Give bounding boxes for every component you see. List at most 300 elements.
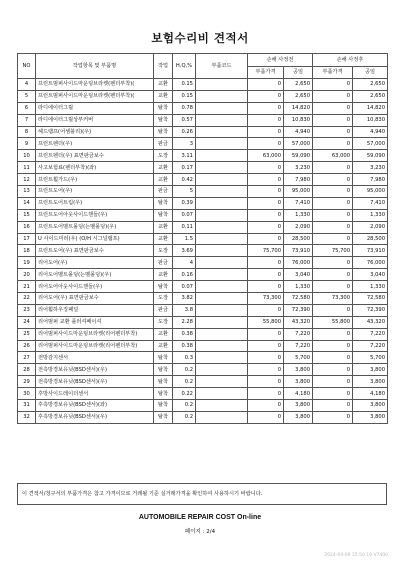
row-no: 28 bbox=[18, 364, 36, 376]
row-parts-price-after: 0 bbox=[313, 90, 353, 102]
table-row bbox=[18, 90, 388, 102]
row-parts-price-before: 0 bbox=[248, 352, 284, 364]
table-row bbox=[18, 79, 388, 91]
row-item-name: 리어도어아웃사이드핸들(우) bbox=[36, 281, 154, 293]
row-hq: 0.2 bbox=[173, 400, 196, 412]
row-part-code bbox=[196, 281, 248, 293]
row-parts-price-after: 0 bbox=[313, 340, 353, 352]
row-labor-before: 3,800 bbox=[284, 400, 313, 412]
row-parts-price-before: 0 bbox=[248, 269, 284, 281]
header-item: 작업항목 및 부품명 bbox=[36, 54, 154, 79]
row-labor-before: 7,220 bbox=[284, 328, 313, 340]
row-labor-before: 10,830 bbox=[284, 114, 313, 126]
row-parts-price-before: 0 bbox=[248, 138, 284, 150]
row-labor-after: 3,800 bbox=[353, 364, 388, 376]
row-no: 21 bbox=[18, 281, 36, 293]
table-row bbox=[18, 257, 388, 269]
row-labor-before: 7,410 bbox=[284, 197, 313, 209]
row-hq: 2.28 bbox=[173, 316, 196, 328]
print-stamp: 2024-04-09 15:50 19 V7400 bbox=[324, 553, 388, 558]
row-labor-after: 2,090 bbox=[353, 221, 388, 233]
row-parts-price-before: 0 bbox=[248, 388, 284, 400]
row-no: 23 bbox=[18, 304, 36, 316]
table-row bbox=[18, 340, 388, 352]
row-labor-after: 5,700 bbox=[353, 352, 388, 364]
table-row bbox=[18, 328, 388, 340]
row-labor-before: 2,650 bbox=[284, 90, 313, 102]
table-row bbox=[18, 221, 388, 233]
row-no: 11 bbox=[18, 162, 36, 174]
row-parts-price-before: 75,700 bbox=[248, 245, 284, 257]
row-hq: 0.16 bbox=[173, 269, 196, 281]
table-row bbox=[18, 376, 388, 388]
row-part-code bbox=[196, 340, 248, 352]
row-parts-price-before: 0 bbox=[248, 162, 284, 174]
row-work-type: 탈착 bbox=[154, 102, 173, 114]
row-item-name: U 사이드미러(우) (O/H 시그널램프) bbox=[36, 233, 154, 245]
row-parts-price-before: 0 bbox=[248, 281, 284, 293]
row-labor-before: 72,390 bbox=[284, 304, 313, 316]
row-item-name: 라디에이터그릴 bbox=[36, 102, 154, 114]
row-part-code bbox=[196, 245, 248, 257]
table-row bbox=[18, 114, 388, 126]
row-work-type: 도장 bbox=[154, 293, 173, 305]
row-labor-before: 4,180 bbox=[284, 388, 313, 400]
estimate-table bbox=[17, 53, 388, 424]
row-labor-after: 10,830 bbox=[353, 114, 388, 126]
row-labor-before: 95,000 bbox=[284, 186, 313, 198]
table-row bbox=[18, 400, 388, 412]
row-hq: 0.26 bbox=[173, 126, 196, 138]
row-parts-price-after: 0 bbox=[313, 126, 353, 138]
row-item-name: 라디에이터그릴상부커버 bbox=[36, 114, 154, 126]
table-row bbox=[18, 364, 388, 376]
row-parts-price-after: 0 bbox=[313, 328, 353, 340]
row-item-name: 리어범퍼사이드마운팅브라켓(리어펜더부착) bbox=[36, 340, 154, 352]
row-parts-price-after: 75,700 bbox=[313, 245, 353, 257]
row-work-type: 판금 bbox=[154, 257, 173, 269]
row-hq: 0.22 bbox=[173, 388, 196, 400]
row-labor-after: 4,940 bbox=[353, 126, 388, 138]
row-parts-price-after: 0 bbox=[313, 197, 353, 209]
row-part-code bbox=[196, 269, 248, 281]
row-work-type: 교환 bbox=[154, 328, 173, 340]
row-no: 18 bbox=[18, 245, 36, 257]
row-parts-price-after: 0 bbox=[313, 257, 353, 269]
row-work-type: 교환 bbox=[154, 269, 173, 281]
row-hq: 3.82 bbox=[173, 293, 196, 305]
row-labor-after: 3,040 bbox=[353, 269, 388, 281]
row-hq: 0.15 bbox=[173, 79, 196, 91]
header-no: NO bbox=[18, 54, 36, 79]
row-work-type: 교환 bbox=[154, 340, 173, 352]
row-parts-price-before: 0 bbox=[248, 328, 284, 340]
row-labor-after: 57,000 bbox=[353, 138, 388, 150]
row-parts-price-after: 0 bbox=[313, 221, 353, 233]
row-hq: 0.2 bbox=[173, 411, 196, 423]
row-parts-price-before: 0 bbox=[248, 304, 284, 316]
row-labor-before: 76,000 bbox=[284, 257, 313, 269]
row-work-type: 탈착 bbox=[154, 114, 173, 126]
row-item-name: 전방감지센서 bbox=[36, 352, 154, 364]
row-labor-before: 2,650 bbox=[284, 79, 313, 91]
row-parts-price-after: 0 bbox=[313, 79, 353, 91]
row-labor-before: 72,580 bbox=[284, 293, 313, 305]
row-labor-after: 7,410 bbox=[353, 197, 388, 209]
row-labor-before: 1,330 bbox=[284, 281, 313, 293]
row-parts-price-before: 0 bbox=[248, 364, 284, 376]
row-hq: 0.38 bbox=[173, 328, 196, 340]
row-no: 12 bbox=[18, 174, 36, 186]
row-work-type: 탈착 bbox=[154, 388, 173, 400]
row-no: 32 bbox=[18, 411, 36, 423]
table-row bbox=[18, 209, 388, 221]
header-row-1 bbox=[18, 54, 388, 67]
row-part-code bbox=[196, 90, 248, 102]
row-parts-price-after: 0 bbox=[313, 186, 353, 198]
row-item-name: 프런트도어(우) 표면판금보수 bbox=[36, 245, 154, 257]
row-work-type: 도장 bbox=[154, 316, 173, 328]
row-part-code bbox=[196, 79, 248, 91]
row-parts-price-after: 0 bbox=[313, 209, 353, 221]
header-before-adjust: 손해 사정전 bbox=[248, 54, 313, 67]
row-parts-price-before: 0 bbox=[248, 340, 284, 352]
row-no: 17 bbox=[18, 233, 36, 245]
row-parts-price-before: 0 bbox=[248, 79, 284, 91]
row-hq: 1.5 bbox=[173, 233, 196, 245]
row-no: 25 bbox=[18, 328, 36, 340]
row-hq: 4 bbox=[173, 257, 196, 269]
table-row bbox=[18, 304, 388, 316]
row-item-name: 프런트펜더(우) 표면판금보수 bbox=[36, 150, 154, 162]
row-part-code bbox=[196, 400, 248, 412]
row-labor-before: 28,500 bbox=[284, 233, 313, 245]
table-row bbox=[18, 233, 388, 245]
row-work-type: 교환 bbox=[154, 79, 173, 91]
row-work-type: 교환 bbox=[154, 174, 173, 186]
row-parts-price-before: 0 bbox=[248, 186, 284, 198]
row-parts-price-before: 0 bbox=[248, 197, 284, 209]
row-labor-after: 7,220 bbox=[353, 328, 388, 340]
row-item-name: 리어휠하우징패널 bbox=[36, 304, 154, 316]
row-parts-price-after: 73,300 bbox=[313, 293, 353, 305]
row-labor-after: 3,800 bbox=[353, 376, 388, 388]
header-labor-before: 공임 bbox=[284, 66, 313, 79]
row-item-name: 프런트휠가드(우) bbox=[36, 174, 154, 186]
row-hq: 3.69 bbox=[173, 245, 196, 257]
row-part-code bbox=[196, 174, 248, 186]
row-part-code bbox=[196, 233, 248, 245]
row-part-code bbox=[196, 293, 248, 305]
row-no: 31 bbox=[18, 400, 36, 412]
row-part-code bbox=[196, 138, 248, 150]
row-hq: 0.42 bbox=[173, 174, 196, 186]
row-part-code bbox=[196, 221, 248, 233]
row-labor-before: 3,800 bbox=[284, 411, 313, 423]
row-work-type: 탈착 bbox=[154, 352, 173, 364]
row-labor-before: 7,220 bbox=[284, 340, 313, 352]
row-parts-price-after: 0 bbox=[313, 162, 353, 174]
row-labor-before: 3,800 bbox=[284, 376, 313, 388]
row-no: 29 bbox=[18, 376, 36, 388]
table-row bbox=[18, 388, 388, 400]
row-labor-before: 7,980 bbox=[284, 174, 313, 186]
row-labor-before: 1,330 bbox=[284, 209, 313, 221]
row-no: 20 bbox=[18, 269, 36, 281]
row-labor-before: 59,090 bbox=[284, 150, 313, 162]
row-item-name: 프런트펜더(우) bbox=[36, 138, 154, 150]
table-row bbox=[18, 293, 388, 305]
row-labor-before: 14,820 bbox=[284, 102, 313, 114]
table-row bbox=[18, 138, 388, 150]
row-parts-price-before: 0 bbox=[248, 411, 284, 423]
table-row bbox=[18, 411, 388, 423]
row-part-code bbox=[196, 376, 248, 388]
row-no: 26 bbox=[18, 340, 36, 352]
row-labor-after: 7,980 bbox=[353, 174, 388, 186]
row-hq: 0.78 bbox=[173, 102, 196, 114]
row-parts-price-after: 0 bbox=[313, 174, 353, 186]
table-row bbox=[18, 126, 388, 138]
row-no: 5 bbox=[18, 90, 36, 102]
row-item-name: 후방사이드레이더센서 bbox=[36, 388, 154, 400]
row-work-type: 탈착 bbox=[154, 126, 173, 138]
row-work-type: 판금 bbox=[154, 304, 173, 316]
row-parts-price-before: 0 bbox=[248, 209, 284, 221]
row-parts-price-before: 0 bbox=[248, 90, 284, 102]
row-labor-after: 95,000 bbox=[353, 186, 388, 198]
estimate-rows bbox=[18, 79, 388, 424]
row-item-name: 리어범퍼 교환 플러셔페이셔 bbox=[36, 316, 154, 328]
row-part-code bbox=[196, 114, 248, 126]
row-no: 6 bbox=[18, 102, 36, 114]
row-labor-before: 43,320 bbox=[284, 316, 313, 328]
row-hq: 0.2 bbox=[173, 376, 196, 388]
row-labor-after: 43,320 bbox=[353, 316, 388, 328]
row-parts-price-before: 0 bbox=[248, 233, 284, 245]
row-part-code bbox=[196, 328, 248, 340]
row-work-type: 교환 bbox=[154, 90, 173, 102]
row-work-type: 도장 bbox=[154, 245, 173, 257]
header-after-adjust: 손해 사정후 bbox=[313, 54, 388, 67]
row-part-code bbox=[196, 209, 248, 221]
row-hq: 3.8 bbox=[173, 304, 196, 316]
row-parts-price-after: 0 bbox=[313, 233, 353, 245]
row-labor-after: 2,650 bbox=[353, 79, 388, 91]
row-part-code bbox=[196, 162, 248, 174]
row-item-name: 프런트도어(우) bbox=[36, 186, 154, 198]
row-no: 19 bbox=[18, 257, 36, 269]
row-parts-price-after: 0 bbox=[313, 411, 353, 423]
row-no: 30 bbox=[18, 388, 36, 400]
row-labor-after: 2,650 bbox=[353, 90, 388, 102]
row-item-name: 프런트범퍼사이드마운팅브라켓(펜더부착)( bbox=[36, 79, 154, 91]
row-part-code bbox=[196, 316, 248, 328]
row-part-code bbox=[196, 150, 248, 162]
row-parts-price-after: 55,800 bbox=[313, 316, 353, 328]
row-work-type: 도장 bbox=[154, 150, 173, 162]
row-parts-price-after: 0 bbox=[313, 376, 353, 388]
header-hq: H,Q,% bbox=[173, 54, 196, 79]
table-row bbox=[18, 281, 388, 293]
row-parts-price-before: 0 bbox=[248, 174, 284, 186]
document-title: 보험수리비 견적서 bbox=[151, 31, 249, 45]
row-item-name: 리어도어(우) 표면판금보수 bbox=[36, 293, 154, 305]
row-parts-price-before: 0 bbox=[248, 221, 284, 233]
table-row bbox=[18, 316, 388, 328]
table-row bbox=[18, 186, 388, 198]
row-hq: 0.2 bbox=[173, 364, 196, 376]
row-work-type: 판금 bbox=[154, 186, 173, 198]
row-no: 15 bbox=[18, 209, 36, 221]
row-item-name: 프런트도어아웃사이드핸들(우) bbox=[36, 209, 154, 221]
row-parts-price-before: 63,000 bbox=[248, 150, 284, 162]
row-part-code bbox=[196, 388, 248, 400]
table-row bbox=[18, 197, 388, 209]
row-hq: 3.11 bbox=[173, 150, 196, 162]
row-no: 4 bbox=[18, 79, 36, 91]
row-work-type: 탈착 bbox=[154, 209, 173, 221]
row-part-code bbox=[196, 126, 248, 138]
row-parts-price-after: 0 bbox=[313, 114, 353, 126]
header-parts-price-after: 부품가격 bbox=[313, 66, 353, 79]
row-parts-price-before: 73,300 bbox=[248, 293, 284, 305]
row-labor-after: 7,220 bbox=[353, 340, 388, 352]
row-parts-price-after: 0 bbox=[313, 364, 353, 376]
table-row bbox=[18, 245, 388, 257]
row-work-type: 탈착 bbox=[154, 411, 173, 423]
row-work-type: 탈착 bbox=[154, 364, 173, 376]
row-labor-after: 1,330 bbox=[353, 209, 388, 221]
row-item-name: 프런트도어벨트몰딩(는벨몰딩)(우) bbox=[36, 221, 154, 233]
row-labor-after: 14,820 bbox=[353, 102, 388, 114]
row-parts-price-before: 0 bbox=[248, 114, 284, 126]
row-parts-price-before: 55,800 bbox=[248, 316, 284, 328]
header-part-code: 부품코드 bbox=[196, 54, 248, 79]
row-no: 14 bbox=[18, 197, 36, 209]
table-row bbox=[18, 150, 388, 162]
row-parts-price-after: 0 bbox=[313, 269, 353, 281]
row-work-type: 교환 bbox=[154, 221, 173, 233]
header-work: 작업 bbox=[154, 54, 173, 79]
row-labor-after: 3,800 bbox=[353, 400, 388, 412]
row-work-type: 교환 bbox=[154, 233, 173, 245]
row-no: 22 bbox=[18, 293, 36, 305]
page-number: 페이지 : 2/4 bbox=[184, 529, 216, 535]
row-hq: 0.39 bbox=[173, 197, 196, 209]
row-item-name: 후측방경보유닛(BSD센서)(우) bbox=[36, 411, 154, 423]
row-parts-price-after: 0 bbox=[313, 400, 353, 412]
footer-brand: AUTOMOBILE REPAIR COST On-line bbox=[138, 514, 262, 521]
row-part-code bbox=[196, 186, 248, 198]
row-part-code bbox=[196, 411, 248, 423]
row-item-name: 리어범퍼사이드마운팅브라켓(리어펜더부착) bbox=[36, 328, 154, 340]
row-labor-after: 76,000 bbox=[353, 257, 388, 269]
header-parts-price-before: 부품가격 bbox=[248, 66, 284, 79]
row-labor-after: 3,800 bbox=[353, 411, 388, 423]
row-parts-price-after: 0 bbox=[313, 304, 353, 316]
row-item-name: 후측방경보유닛(BSD센서)(좌) bbox=[36, 400, 154, 412]
row-item-name: 리어도어벨트몰딩(는벨몰딩)(우) bbox=[36, 269, 154, 281]
row-hq: 0.15 bbox=[173, 90, 196, 102]
row-no: 7 bbox=[18, 114, 36, 126]
row-work-type: 교환 bbox=[154, 162, 173, 174]
row-hq: 0.57 bbox=[173, 114, 196, 126]
table-row bbox=[18, 352, 388, 364]
row-item-name: 헤드램프(어셈블리)(우) bbox=[36, 126, 154, 138]
row-labor-before: 5,700 bbox=[284, 352, 313, 364]
row-labor-after: 72,580 bbox=[353, 293, 388, 305]
row-part-code bbox=[196, 352, 248, 364]
row-hq: 0.38 bbox=[173, 340, 196, 352]
row-labor-after: 28,500 bbox=[353, 233, 388, 245]
row-no: 9 bbox=[18, 138, 36, 150]
row-parts-price-after: 0 bbox=[313, 281, 353, 293]
row-no: 16 bbox=[18, 221, 36, 233]
row-item-name: 프런트도어트림(우) bbox=[36, 197, 154, 209]
row-labor-before: 4,940 bbox=[284, 126, 313, 138]
row-hq: 0.17 bbox=[173, 162, 196, 174]
row-parts-price-before: 0 bbox=[248, 102, 284, 114]
row-hq: 0.3 bbox=[173, 352, 196, 364]
row-hq: 0.11 bbox=[173, 221, 196, 233]
row-parts-price-after: 0 bbox=[313, 352, 353, 364]
row-labor-before: 3,230 bbox=[284, 162, 313, 174]
row-parts-price-before: 0 bbox=[248, 376, 284, 388]
row-parts-price-after: 63,000 bbox=[313, 150, 353, 162]
row-hq: 5 bbox=[173, 186, 196, 198]
row-item-name: 사고보험료(펜더부착)(좌) bbox=[36, 162, 154, 174]
row-part-code bbox=[196, 257, 248, 269]
row-parts-price-after: 0 bbox=[313, 102, 353, 114]
row-work-type: 탈착 bbox=[154, 400, 173, 412]
row-item-name: 프런트범퍼사이드마운팅브라켓(펜더부착)( bbox=[36, 90, 154, 102]
row-no: 10 bbox=[18, 150, 36, 162]
row-no: 24 bbox=[18, 316, 36, 328]
disclaimer-note: 이 견적서/청구서의 부품가격은 참고 가격이므로 거래될 기준 실거래가격을 확인하여 사용하시기 바랍니다. bbox=[17, 483, 387, 505]
table-row bbox=[18, 162, 388, 174]
row-labor-after: 59,090 bbox=[353, 150, 388, 162]
row-part-code bbox=[196, 304, 248, 316]
row-item-name: 전측방경보유닛(BSD센서)(우) bbox=[36, 376, 154, 388]
row-labor-before: 3,040 bbox=[284, 269, 313, 281]
row-no: 8 bbox=[18, 126, 36, 138]
row-parts-price-after: 0 bbox=[313, 138, 353, 150]
row-parts-price-before: 0 bbox=[248, 126, 284, 138]
row-item-name: 리어도어(우) bbox=[36, 257, 154, 269]
row-part-code bbox=[196, 102, 248, 114]
row-work-type: 탈착 bbox=[154, 281, 173, 293]
row-parts-price-after: 0 bbox=[313, 388, 353, 400]
row-work-type: 판금 bbox=[154, 138, 173, 150]
row-labor-before: 73,910 bbox=[284, 245, 313, 257]
row-hq: 3 bbox=[173, 138, 196, 150]
row-labor-after: 72,390 bbox=[353, 304, 388, 316]
row-part-code bbox=[196, 364, 248, 376]
row-part-code bbox=[196, 197, 248, 209]
row-labor-after: 4,180 bbox=[353, 388, 388, 400]
row-parts-price-before: 0 bbox=[248, 400, 284, 412]
row-work-type: 탈착 bbox=[154, 376, 173, 388]
table-row bbox=[18, 102, 388, 114]
row-item-name: 전측방경보유닛(BSD센서)(우) bbox=[36, 364, 154, 376]
header-labor-after: 공임 bbox=[353, 66, 388, 79]
row-labor-after: 3,230 bbox=[353, 162, 388, 174]
row-labor-after: 1,330 bbox=[353, 281, 388, 293]
row-labor-before: 3,800 bbox=[284, 364, 313, 376]
row-parts-price-before: 0 bbox=[248, 257, 284, 269]
row-labor-before: 2,090 bbox=[284, 221, 313, 233]
